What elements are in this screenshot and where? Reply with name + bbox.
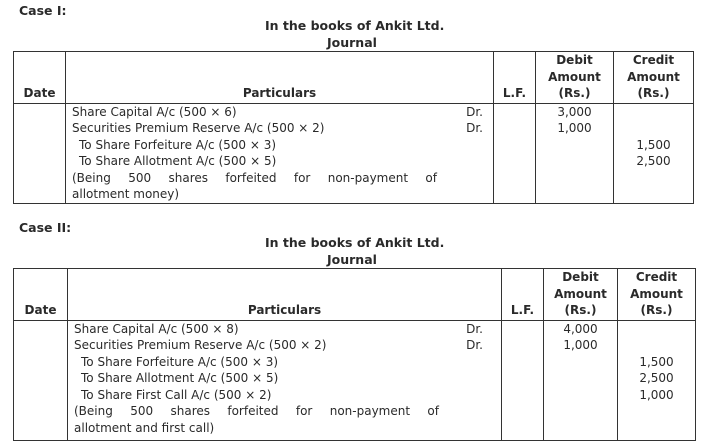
case-2-book-title: In the books of Ankit Ltd. bbox=[265, 235, 445, 250]
debit-amounts bbox=[544, 320, 618, 440]
credit-value: 1,500 bbox=[636, 137, 671, 152]
entry-line: To Share Forfeiture A/c (500 × 3) bbox=[79, 137, 277, 152]
date-header: Date bbox=[14, 52, 66, 104]
entry-line: To Share Allotment A/c (500 × 5) bbox=[79, 154, 277, 168]
lf-cell bbox=[502, 320, 544, 440]
credit-header: Credit Amount (Rs.) bbox=[618, 269, 696, 321]
debit-value: 4,000 bbox=[563, 321, 598, 336]
dr-marker: Dr. bbox=[466, 104, 483, 119]
lf-cell bbox=[494, 103, 536, 203]
case-2-journal-title: Journal bbox=[327, 252, 377, 267]
credit-value: 2,500 bbox=[639, 371, 674, 385]
particulars-cell bbox=[68, 320, 502, 440]
entry-line: Share Capital A/c (500 × 8) bbox=[74, 321, 239, 336]
entry-line: To Share First Call A/c (500 × 2) bbox=[81, 387, 272, 402]
debit-value: 1,000 bbox=[563, 338, 598, 352]
entry-line: Securities Premium Reserve A/c (500 × 2) bbox=[74, 338, 327, 352]
debit-header: Debit Amount (Rs.) bbox=[536, 52, 614, 104]
entry-line: To Share Allotment A/c (500 × 5) bbox=[81, 371, 279, 385]
debit-header: Debit Amount (Rs.) bbox=[544, 269, 618, 321]
journal-table-case-2 bbox=[13, 268, 696, 441]
particulars-header: Particulars bbox=[66, 52, 494, 104]
journal-entry bbox=[14, 320, 696, 440]
case-1-book-title: In the books of Ankit Ltd. bbox=[265, 18, 445, 33]
lf-header: L.F. bbox=[494, 52, 536, 104]
credit-amounts bbox=[614, 103, 694, 203]
case-2-label: Case II: bbox=[19, 220, 72, 235]
entry-line: Securities Premium Reserve A/c (500 × 2) bbox=[72, 121, 325, 135]
debit-amounts bbox=[536, 103, 614, 203]
dr-marker: Dr. bbox=[466, 121, 483, 135]
narration: (Being 500 shares forfeited for non-payment of allotment money) bbox=[72, 170, 437, 201]
date-cell bbox=[14, 103, 66, 203]
journal-entry bbox=[14, 103, 694, 203]
particulars-header: Particulars bbox=[68, 269, 502, 321]
credit-amounts bbox=[618, 320, 696, 440]
credit-value: 1,500 bbox=[639, 354, 674, 369]
journal-table-case-1 bbox=[13, 51, 694, 204]
particulars-cell bbox=[66, 103, 494, 203]
date-cell bbox=[14, 320, 68, 440]
dr-marker: Dr. bbox=[466, 321, 483, 336]
case-1-journal-title: Journal bbox=[327, 35, 377, 50]
lf-header: L.F. bbox=[502, 269, 544, 321]
entry-line: Share Capital A/c (500 × 6) bbox=[72, 104, 237, 119]
credit-value: 2,500 bbox=[636, 154, 671, 168]
credit-value: 1,000 bbox=[639, 387, 674, 402]
dr-marker: Dr. bbox=[466, 338, 483, 352]
entry-line: To Share Forfeiture A/c (500 × 3) bbox=[81, 354, 279, 369]
date-header: Date bbox=[14, 269, 68, 321]
debit-value: 3,000 bbox=[557, 104, 592, 119]
narration: (Being 500 shares forfeited for non-payment of allotment and first call) bbox=[74, 404, 439, 435]
credit-header: Credit Amount (Rs.) bbox=[614, 52, 694, 104]
case-1-label: Case I: bbox=[19, 3, 67, 18]
debit-value: 1,000 bbox=[557, 121, 592, 135]
